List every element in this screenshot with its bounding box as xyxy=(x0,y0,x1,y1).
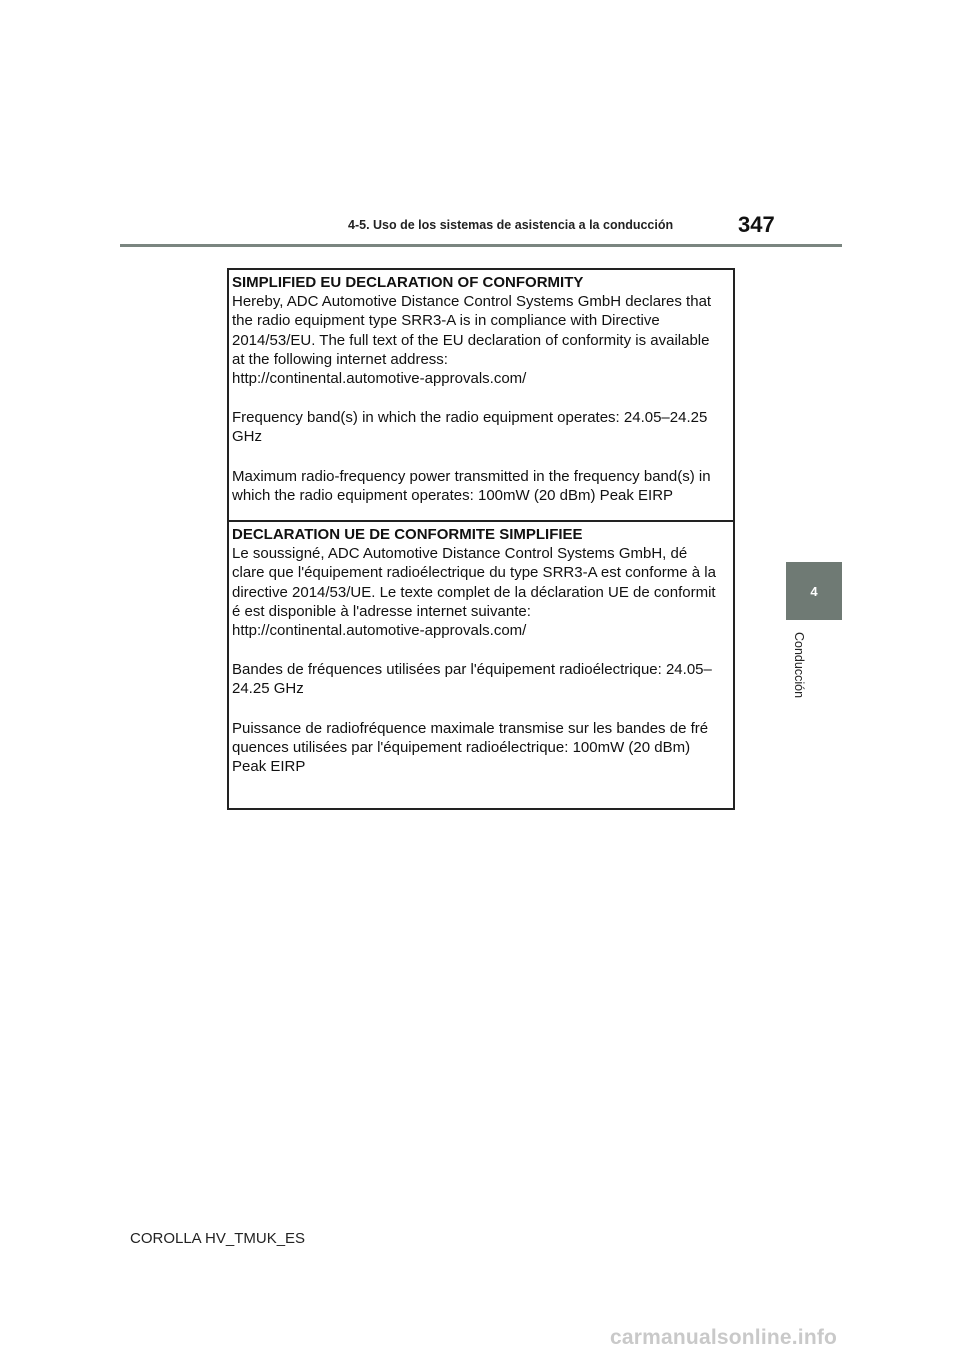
french-body-line: clare que l'équipement radioélectrique du type SRR3-A est conforme à la xyxy=(232,564,716,582)
spacer xyxy=(232,447,730,467)
english-power-line: which the radio equipment operates: 100mW (20 dBm) Peak EIRP xyxy=(232,486,674,504)
english-power xyxy=(232,467,730,505)
french-body-line: Le soussigné, ADC Automotive Distance Control Systems GmbH, dé xyxy=(232,545,688,563)
chapter-tab[interactable] xyxy=(786,562,842,620)
site-watermark: carmanualsonline.info xyxy=(610,1326,838,1349)
chapter-label: Conducción xyxy=(792,632,806,699)
english-body-line: 2014/53/EU. The full text of the EU declaration of conformity is available xyxy=(232,331,710,349)
french-frequency-line: Bandes de fréquences utilisées par l'équipement radioélectrique: 24.05– xyxy=(232,661,712,679)
english-declaration xyxy=(229,270,733,522)
english-body-line: Hereby, ADC Automotive Distance Control Systems GmbH declares that xyxy=(232,293,712,311)
english-body-line: at the following internet address: xyxy=(232,350,448,368)
english-body-line: the radio equipment type SRR3-A is in compliance with Directive xyxy=(232,312,660,330)
spacer xyxy=(232,699,730,719)
french-frequency-line: 24.25 GHz xyxy=(232,680,304,698)
french-power-line: Peak EIRP xyxy=(232,758,306,776)
french-title: DECLARATION UE DE CONFORMITE SIMPLIFIEE xyxy=(232,526,583,543)
english-frequency xyxy=(232,408,730,446)
french-declaration xyxy=(229,522,733,808)
header-rule xyxy=(120,244,842,247)
french-body-line: directive 2014/53/UE. Le texte complet de la déclaration UE de conformit xyxy=(232,583,716,601)
chapter-number: 4 xyxy=(810,583,818,599)
header-section-title: 4-5. Uso de los sistemas de asistencia a la conducción xyxy=(348,218,674,232)
english-frequency-line: Frequency band(s) in which the radio equipment operates: 24.05–24.25 xyxy=(232,409,708,427)
spacer xyxy=(232,388,730,408)
french-body-line: é est disponible à l'adresse internet suivante: xyxy=(232,602,531,620)
english-approval-url: http://continental.automotive-approvals.com/ xyxy=(232,370,527,388)
english-body xyxy=(232,292,730,388)
english-frequency-line: GHz xyxy=(232,428,262,446)
english-title: SIMPLIFIED EU DECLARATION OF CONFORMITY xyxy=(232,274,584,291)
french-approval-url: http://continental.automotive-approvals.com/ xyxy=(232,622,527,640)
footer-model-code: COROLLA HV_TMUK_ES xyxy=(130,1230,306,1247)
french-power xyxy=(232,719,730,777)
french-power-line: quences utilisées par l'équipement radioélectrique: 100mW (20 dBm) xyxy=(232,738,691,756)
french-frequency xyxy=(232,660,730,698)
english-power-line: Maximum radio-frequency power transmitted in the frequency band(s) in xyxy=(232,467,711,485)
french-body xyxy=(232,544,730,640)
french-power-line: Puissance de radiofréquence maximale transmise sur les bandes de fré xyxy=(232,719,709,737)
page-number: 347 xyxy=(738,212,775,237)
spacer xyxy=(232,640,730,660)
declaration-box xyxy=(227,268,735,810)
